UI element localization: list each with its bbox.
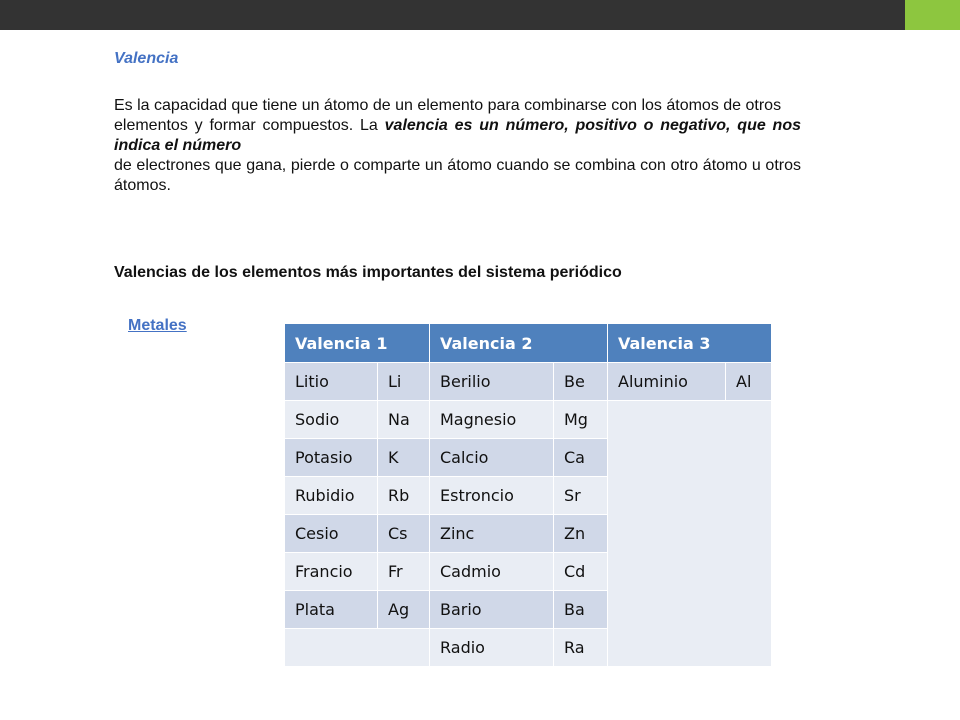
header-valencia-3: Valencia 3: [608, 324, 772, 363]
element-name: Estroncio: [430, 477, 554, 515]
element-symbol: Zn: [554, 515, 608, 553]
definition-emphasis: valencia es un número, positivo o negativo, que nos indica el número: [114, 117, 802, 154]
valencia-1-empty-cell: [285, 629, 430, 667]
element-symbol: Ba: [554, 591, 608, 629]
element-symbol: Sr: [554, 477, 608, 515]
element-symbol: Mg: [554, 401, 608, 439]
element-name: Sodio: [285, 401, 378, 439]
top-bar: [0, 0, 960, 30]
element-symbol: Cd: [554, 553, 608, 591]
element-symbol: Ca: [554, 439, 608, 477]
valence-table: [284, 323, 772, 667]
element-name: Bario: [430, 591, 554, 629]
top-bar-accent: [905, 0, 960, 30]
definition-line-3: de electrones que gana, pierde o comparte un átomo cuando se combina con otro átomo u otros átomos.: [114, 157, 801, 194]
element-symbol: Li: [378, 363, 430, 401]
definition-line-2: [114, 116, 801, 156]
element-symbol: Cs: [378, 515, 430, 553]
element-name: Zinc: [430, 515, 554, 553]
slide-title: Valencia: [114, 50, 179, 67]
section-subtitle: Valencias de los elementos más importantes del sistema periódico: [114, 264, 622, 281]
element-name: Calcio: [430, 439, 554, 477]
header-valencia-2: Valencia 2: [430, 324, 608, 363]
element-name: Berilio: [430, 363, 554, 401]
element-name: Potasio: [285, 439, 378, 477]
element-symbol: Al: [726, 363, 772, 401]
element-symbol: Rb: [378, 477, 430, 515]
element-symbol: Fr: [378, 553, 430, 591]
element-name: Magnesio: [430, 401, 554, 439]
element-name: Francio: [285, 553, 378, 591]
definition-line-1: Es la capacidad que tiene un átomo de un elemento para combinarse con los átomos de otros: [114, 97, 782, 114]
header-valencia-1: Valencia 1: [285, 324, 430, 363]
definition-text: [114, 96, 801, 196]
element-name: Cadmio: [430, 553, 554, 591]
element-symbol: K: [378, 439, 430, 477]
element-symbol: Na: [378, 401, 430, 439]
element-symbol: Ra: [554, 629, 608, 667]
table-header-row: [285, 324, 772, 363]
element-name: Aluminio: [608, 363, 726, 401]
valencia-3-empty-area: [608, 401, 772, 667]
element-symbol: Be: [554, 363, 608, 401]
definition-normal: elementos y formar compuestos. La: [114, 117, 385, 134]
table-row: [285, 401, 772, 439]
element-name: Plata: [285, 591, 378, 629]
table-row: [285, 363, 772, 401]
element-symbol: Ag: [378, 591, 430, 629]
element-name: Cesio: [285, 515, 378, 553]
metales-link[interactable]: Metales: [128, 317, 187, 334]
element-name: Litio: [285, 363, 378, 401]
element-name: Rubidio: [285, 477, 378, 515]
element-name: Radio: [430, 629, 554, 667]
